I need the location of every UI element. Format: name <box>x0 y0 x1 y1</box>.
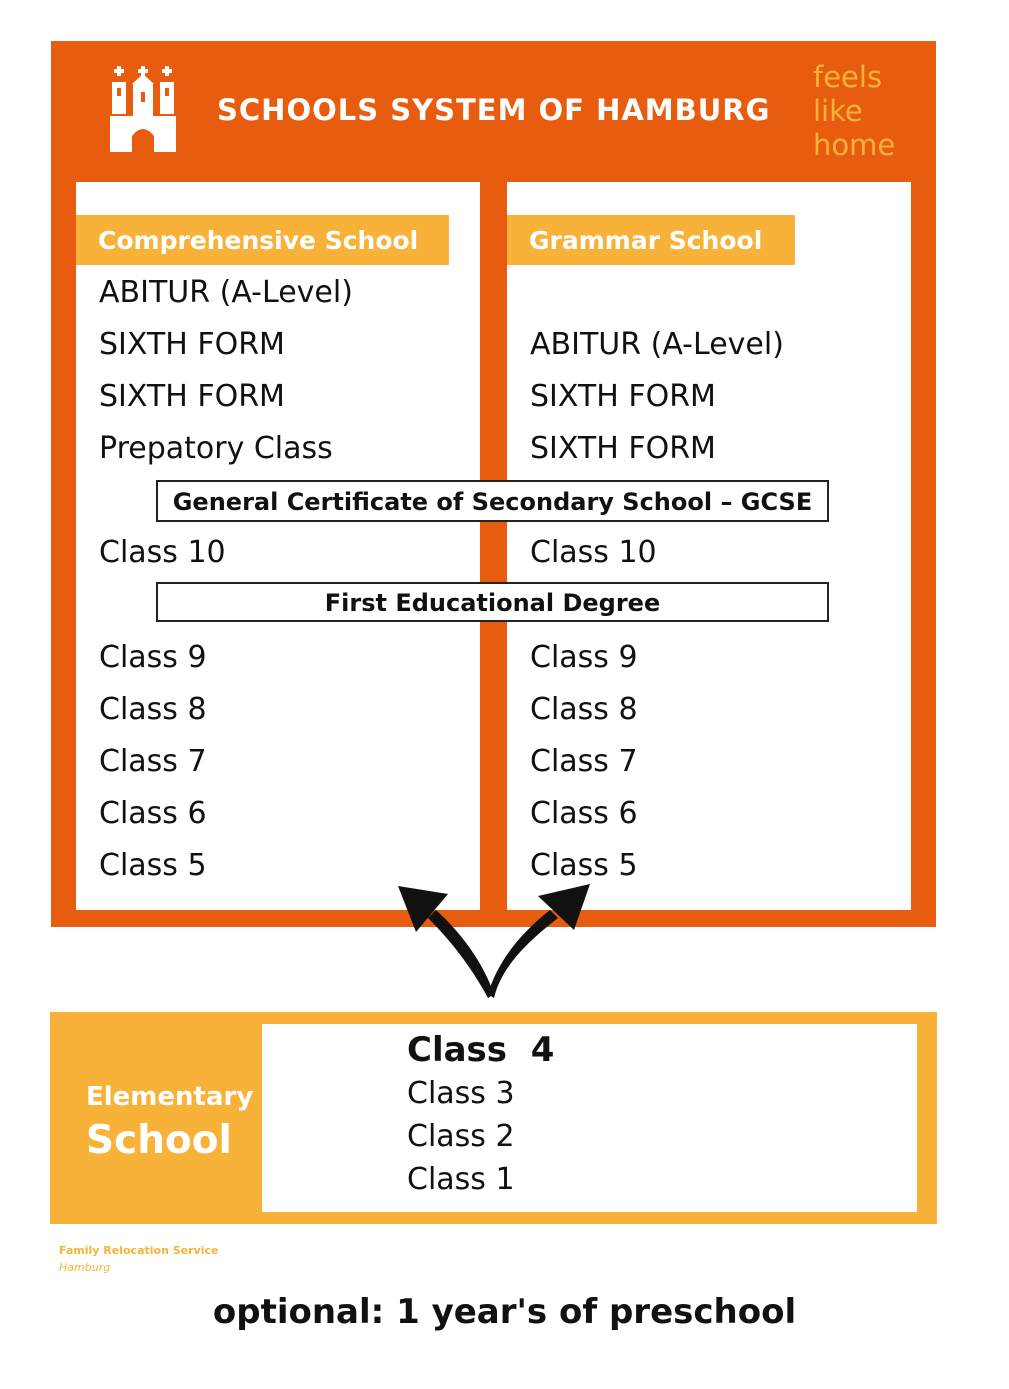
first-degree-box: First Educational Degree <box>156 582 829 622</box>
comprehensive-level: Class 7 <box>99 744 207 779</box>
grammar-level: Class 5 <box>530 848 638 883</box>
page-title: SCHOOLS SYSTEM OF HAMBURG <box>217 93 771 127</box>
comprehensive-level: Class 10 <box>99 535 226 570</box>
elementary-class: Class 4 <box>407 1030 555 1070</box>
grammar-level: Class 9 <box>530 640 638 675</box>
comprehensive-level: SIXTH FORM <box>99 327 285 362</box>
slogan-line: home <box>813 128 896 162</box>
grammar-level: ABITUR (A-Level) <box>530 327 784 362</box>
slogan-line: like <box>813 94 863 128</box>
grammar-level: SIXTH FORM <box>530 431 716 466</box>
slogan <box>813 60 923 162</box>
comprehensive-level: Class 8 <box>99 692 207 727</box>
grammar-level: SIXTH FORM <box>530 379 716 414</box>
grammar-level: Class 8 <box>530 692 638 727</box>
elementary-class: Class 2 <box>407 1119 515 1154</box>
elementary-class: Class 3 <box>407 1076 515 1111</box>
comprehensive-level: SIXTH FORM <box>99 379 285 414</box>
slogan-line: feels <box>813 60 883 94</box>
grammar-level: Class 10 <box>530 535 657 570</box>
gcse-degree-box: General Certificate of Secondary School – GCSE <box>156 480 829 522</box>
comprehensive-level: Class 6 <box>99 796 207 831</box>
footer-city: Hamburg <box>59 1261 111 1274</box>
comprehensive-level: Class 9 <box>99 640 207 675</box>
elementary-label: School <box>86 1118 232 1163</box>
comprehensive-school-label: Comprehensive School <box>76 215 449 265</box>
transition-arrows-icon <box>380 870 610 1010</box>
optional-preschool-note: optional: 1 year's of preschool <box>212 1292 797 1332</box>
footer-brand: Family Relocation Service <box>59 1244 219 1257</box>
comprehensive-level: Class 5 <box>99 848 207 883</box>
elementary-class-panel <box>262 1024 917 1212</box>
elementary-class: Class 1 <box>407 1162 515 1197</box>
hamburg-castle-icon <box>108 66 178 152</box>
comprehensive-level: ABITUR (A-Level) <box>99 275 353 310</box>
grammar-level: Class 7 <box>530 744 638 779</box>
grammar-school-label: Grammar School <box>507 215 795 265</box>
grammar-level: Class 6 <box>530 796 638 831</box>
comprehensive-level: Prepatory Class <box>99 431 333 466</box>
elementary-label: Elementary <box>86 1082 254 1112</box>
